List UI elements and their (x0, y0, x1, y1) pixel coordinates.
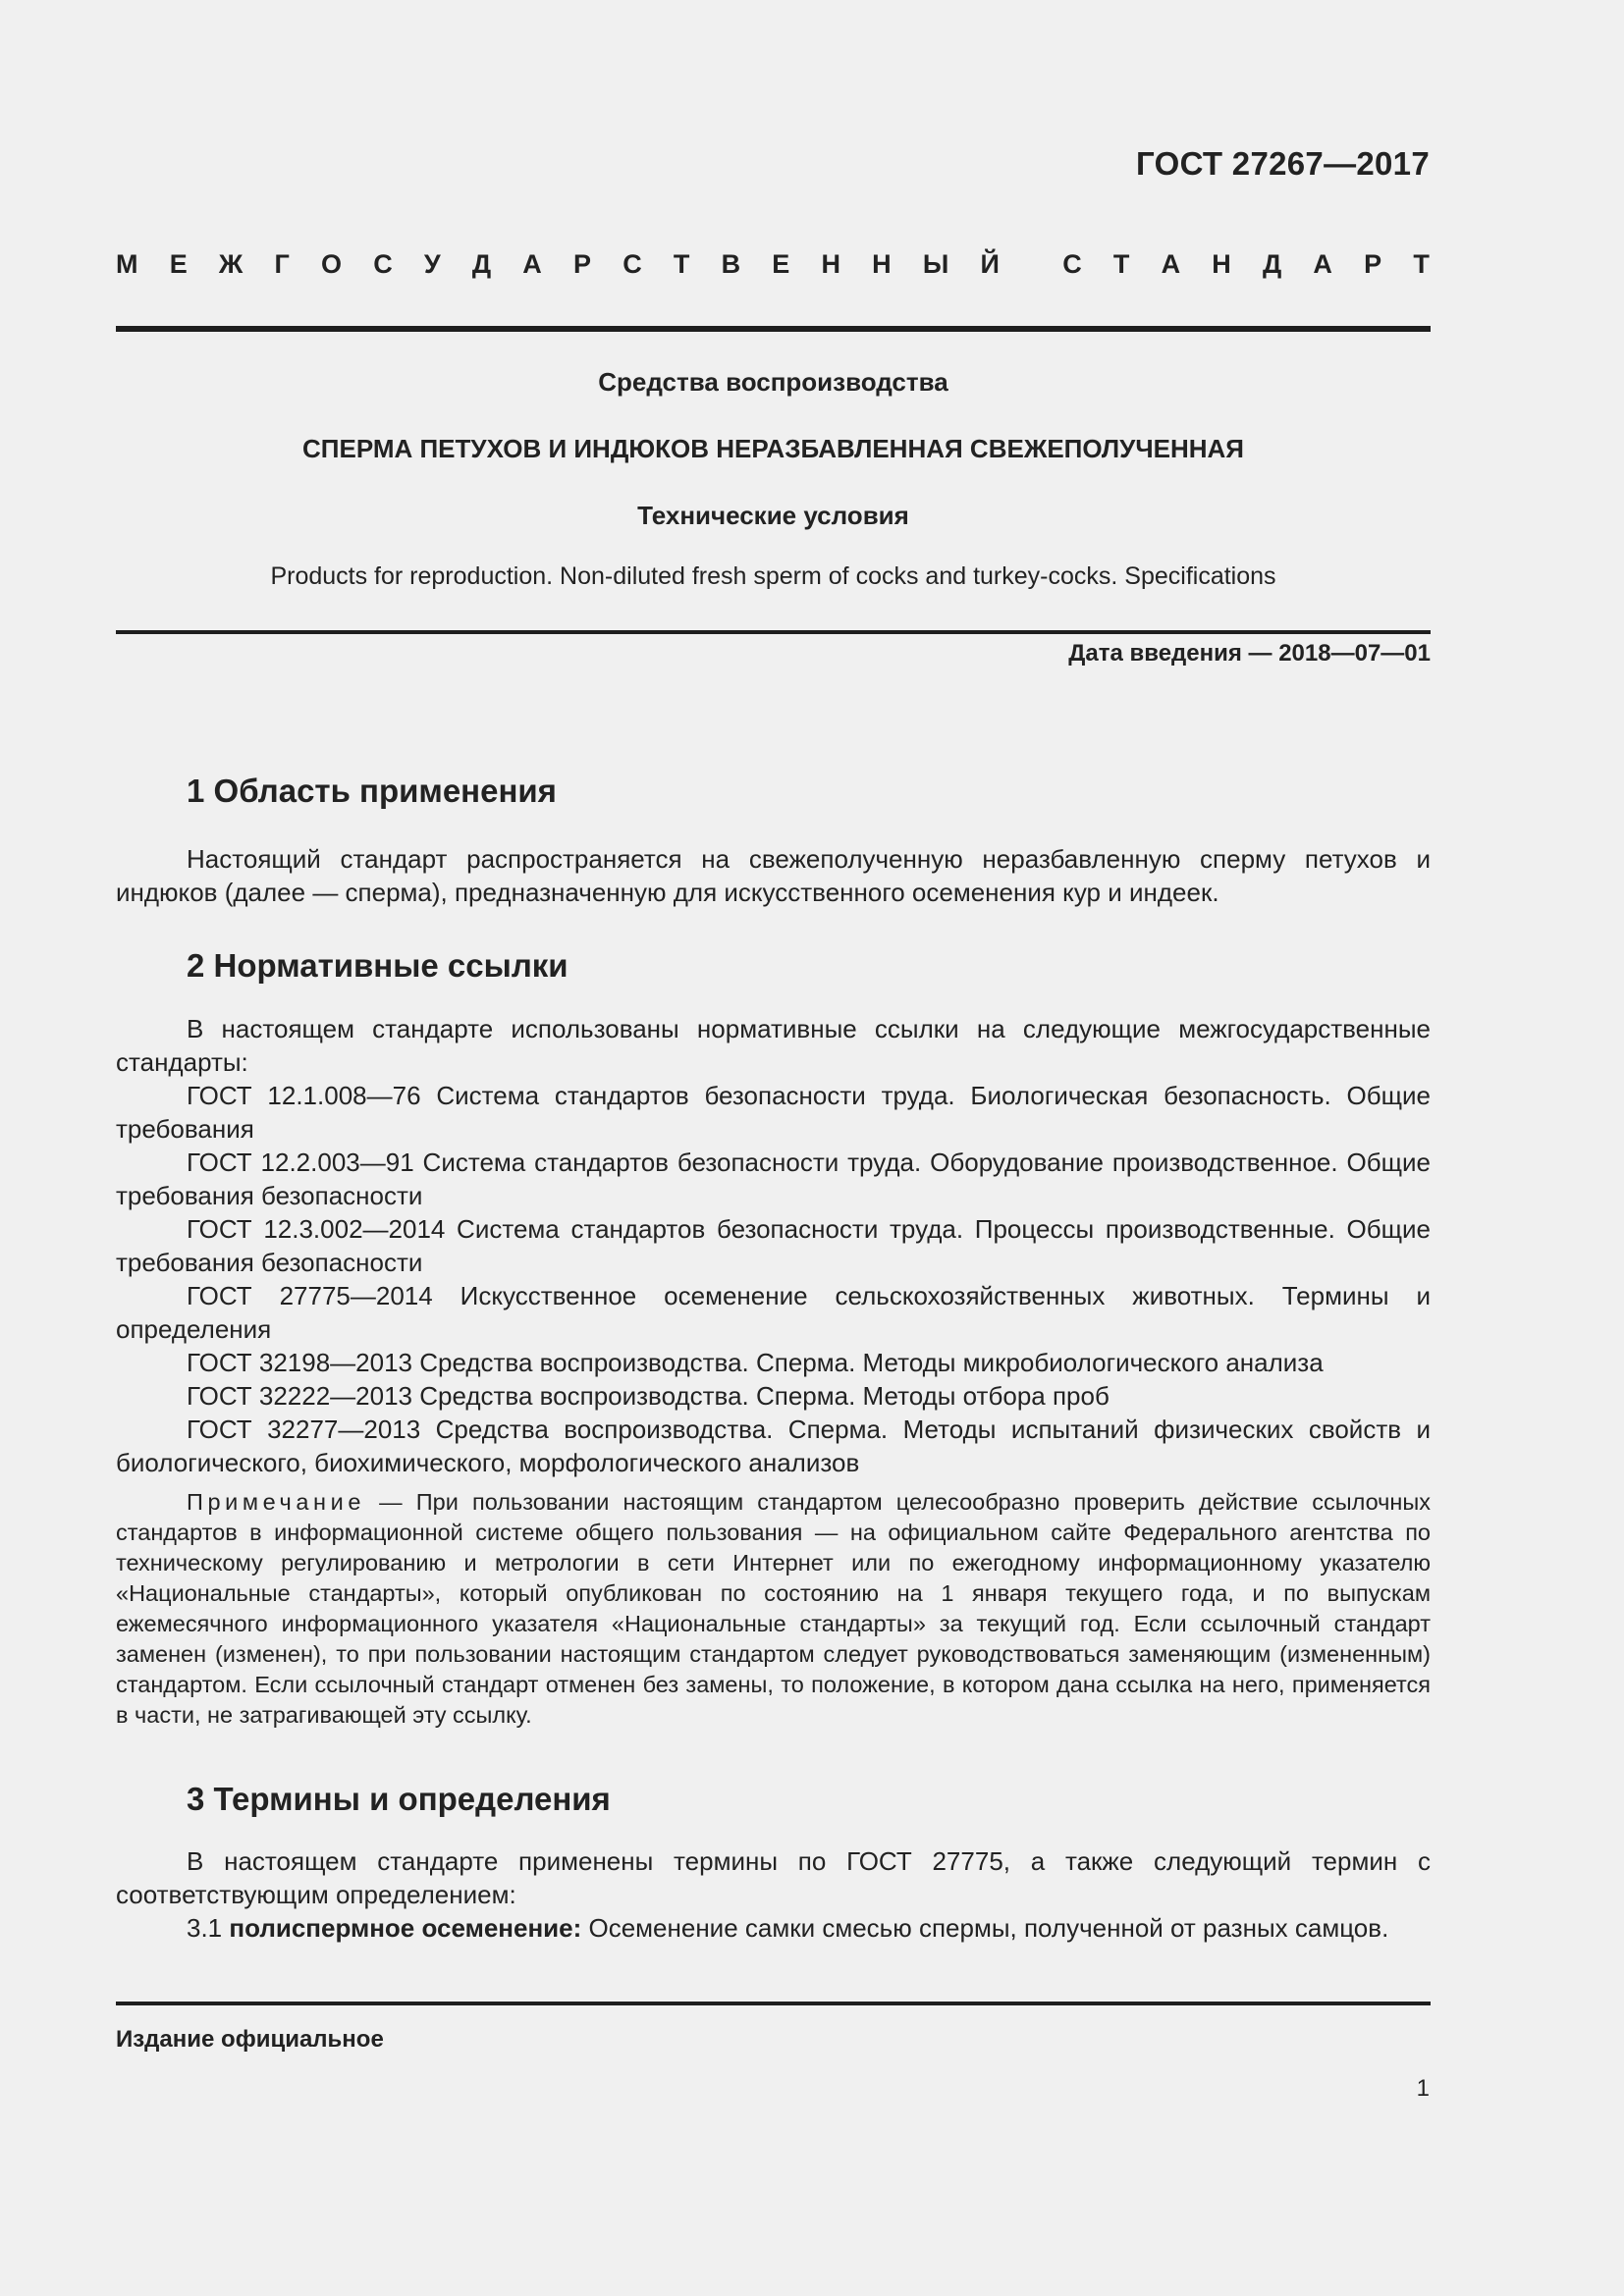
banner-letter: Ы (922, 249, 949, 279)
banner-letter: О (320, 249, 342, 279)
document-spec-label: Технические условия (637, 501, 909, 530)
reference-item: ГОСТ 12.2.003—91 Система стандартов безопасности труда. Оборудование производственное. Общие требования безопасности (116, 1148, 1431, 1210)
banner-letter: С (623, 249, 642, 279)
banner-letter: Ж (218, 249, 244, 279)
banner-letter: Р (572, 249, 591, 279)
document-body (116, 772, 1431, 1945)
banner-letter: С (373, 249, 393, 279)
banner-letter: А (522, 249, 542, 279)
paragraph: В настоящем стандарте применены термины по ГОСТ 27775, а также следующий термин с соответствующим определением: (116, 1846, 1431, 1909)
note-text: — При пользовании настоящим стандартом целесообразно проверить действие ссылочных стандартов в информационной системе общего пользования — на официальном сайте Федерального агентства по техническому регулированию и метрологии в сети Интернет или по ежегодному информационному указателю «Национальные стандарты», который опубликован по состоянию на 1 января текущего года, и по выпускам ежемесячного информационного указателя «Национальные стандарты» за текущий год. Если ссылочный стандарт заменен (изменен), то при пользовании настоящим стандартом следует руководствоваться заменяющим (измененным) стандартом. Если ссылочный стандарт отменен без замены, то положение, в котором дана ссылка на него, применяется в части, не затрагивающей эту ссылку. (116, 1489, 1431, 1728)
english-title: Products for reproduction. Non-diluted fresh sperm of cocks and turkey-cocks. Specifications (270, 562, 1276, 590)
banner-letter: Р (1364, 249, 1382, 279)
banner-letter: Т (1413, 249, 1430, 279)
reference-item: ГОСТ 32277—2013 Средства воспроизводства. Сперма. Методы испытаний физических свойств и биологического, биохимического, морфологического анализов (116, 1415, 1431, 1477)
paragraph: Настоящий стандарт распространяется на свежеполученную неразбавленную сперму петухов и индюков (далее — сперма), предназначенную для искусственного осеменения кур и индеек. (116, 844, 1431, 907)
title-divider (116, 630, 1431, 634)
note-paragraph (116, 1487, 1431, 1731)
term-number: 3.1 (187, 1913, 230, 1943)
banner-letter: Е (169, 249, 188, 279)
banner-letter: В (721, 249, 741, 279)
banner-letter: Н (1212, 249, 1231, 279)
banner-letter: Е (772, 249, 790, 279)
section-heading: 1 Область применения (187, 773, 557, 809)
banner-letter: Н (821, 249, 840, 279)
term-text: Осеменение самки смесью спермы, полученной от разных самцов. (581, 1913, 1389, 1943)
section-heading: 2 Нормативные ссылки (187, 947, 568, 984)
banner-letter: Н (872, 249, 892, 279)
footer-divider (116, 2002, 1431, 2005)
term-definition (116, 1911, 1431, 1945)
banner-letter: Т (1112, 249, 1130, 279)
banner-letter: А (1161, 249, 1181, 279)
reference-item: ГОСТ 12.3.002—2014 Система стандартов безопасности труда. Процессы производственные. Общие требования безопасности (116, 1214, 1431, 1277)
interstate-standard-banner (116, 249, 1430, 280)
reference-item: ГОСТ 32198—2013 Средства воспроизводства. Сперма. Методы микробиологического анализа (187, 1348, 1324, 1377)
banner-letter: М (116, 249, 138, 279)
banner-letter: Т (673, 249, 690, 279)
reference-item: ГОСТ 27775—2014 Искусственное осеменение сельскохозяйственных животных. Термины и определения (116, 1281, 1431, 1344)
page-number: 1 (1416, 2075, 1430, 2102)
reference-item: ГОСТ 32222—2013 Средства воспроизводства. Сперма. Методы отбора проб (187, 1381, 1110, 1411)
banner-letter: Й (980, 249, 1000, 279)
banner-letter: Г (274, 249, 290, 279)
banner-letter: Д (471, 249, 492, 279)
paragraph: В настоящем стандарте использованы нормативные ссылки на следующие межгосударственные стандарты: (116, 1014, 1431, 1077)
note-label: Примечание (187, 1489, 366, 1515)
header-divider (116, 326, 1431, 332)
document-subtitle: Средства воспроизводства (598, 367, 948, 397)
banner-letter: А (1313, 249, 1332, 279)
introduction-date: Дата введения — 2018—07—01 (1068, 640, 1431, 667)
banner-letter: Д (1262, 249, 1282, 279)
section-heading: 3 Термины и определения (187, 1781, 611, 1817)
document-title: СПЕРМА ПЕТУХОВ И ИНДЮКОВ НЕРАЗБАВЛЕННАЯ СВЕЖЕПОЛУЧЕННАЯ (302, 434, 1244, 463)
official-edition-label: Издание официальное (116, 2026, 384, 2053)
standard-number: ГОСТ 27267—2017 (1136, 145, 1430, 182)
banner-letter: У (423, 249, 441, 279)
banner-letter: С (1062, 249, 1082, 279)
term-name: полиспермное осеменение: (229, 1913, 582, 1943)
reference-item: ГОСТ 12.1.008—76 Система стандартов безопасности труда. Биологическая безопасность. Общие требования (116, 1081, 1431, 1144)
